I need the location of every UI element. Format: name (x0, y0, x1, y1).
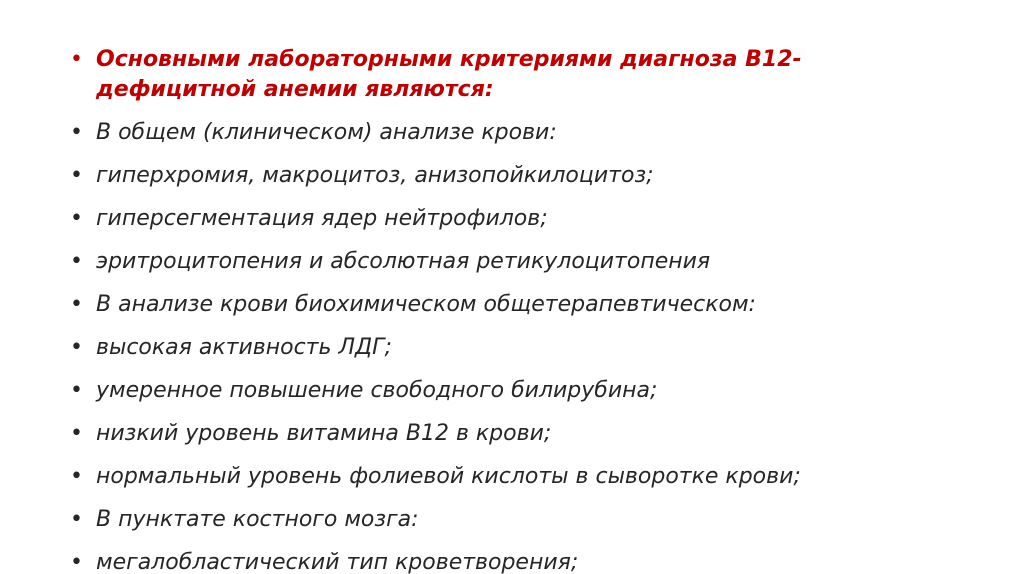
list-item (70, 161, 950, 191)
heading-bullet (70, 45, 856, 105)
bullet-marker: • (70, 249, 83, 274)
list-item-text: высокая активность ЛДГ; (96, 335, 392, 360)
list-item (70, 419, 950, 449)
list-item-text: низкий уровень витамина B12 в крови; (96, 421, 552, 446)
list-item-text: гиперхромия, макроцитоз, анизопойкилоцитоз; (96, 163, 654, 188)
list-item (70, 376, 950, 406)
list-item-text: В анализе крови биохимическом общетерапевтическом: (96, 292, 756, 317)
list-item (70, 204, 950, 234)
bullet-marker: • (70, 335, 83, 360)
list-item (70, 247, 950, 277)
list-item-text: гиперсегментация ядер нейтрофилов; (96, 206, 548, 231)
list-item-text: умеренное повышение свободного билирубина; (96, 378, 658, 403)
list-item-text: В пунктате костного мозга: (96, 507, 419, 532)
list-item (70, 333, 950, 363)
list-item (70, 118, 950, 148)
bullet-marker: • (70, 120, 83, 145)
bullet-marker: • (70, 507, 83, 532)
list-item (70, 290, 950, 320)
bullet-marker: • (70, 464, 83, 489)
list-item (70, 548, 950, 574)
list-item-text: мегалобластический тип кроветворения; (96, 550, 579, 574)
heading-text: Основными лабораторными критериями диагноза В12-дефицитной анемии являются: (96, 47, 802, 102)
list-item-text: нормальный уровень фолиевой кислоты в сыворотке крови; (96, 464, 801, 489)
bullet-marker: • (70, 292, 83, 317)
bullet-marker: • (70, 550, 83, 574)
bullet-list (70, 45, 950, 574)
list-item (70, 462, 950, 492)
bullet-marker: • (70, 47, 83, 72)
list-item-text: эритроцитопения и абсолютная ретикулоцитопения (96, 249, 711, 274)
bullet-marker: • (70, 378, 83, 403)
bullet-marker: • (70, 206, 83, 231)
bullet-marker: • (70, 421, 83, 446)
bullet-marker: • (70, 163, 83, 188)
list-item (70, 505, 950, 535)
list-item-text: В общем (клиническом) анализе крови: (96, 120, 557, 145)
